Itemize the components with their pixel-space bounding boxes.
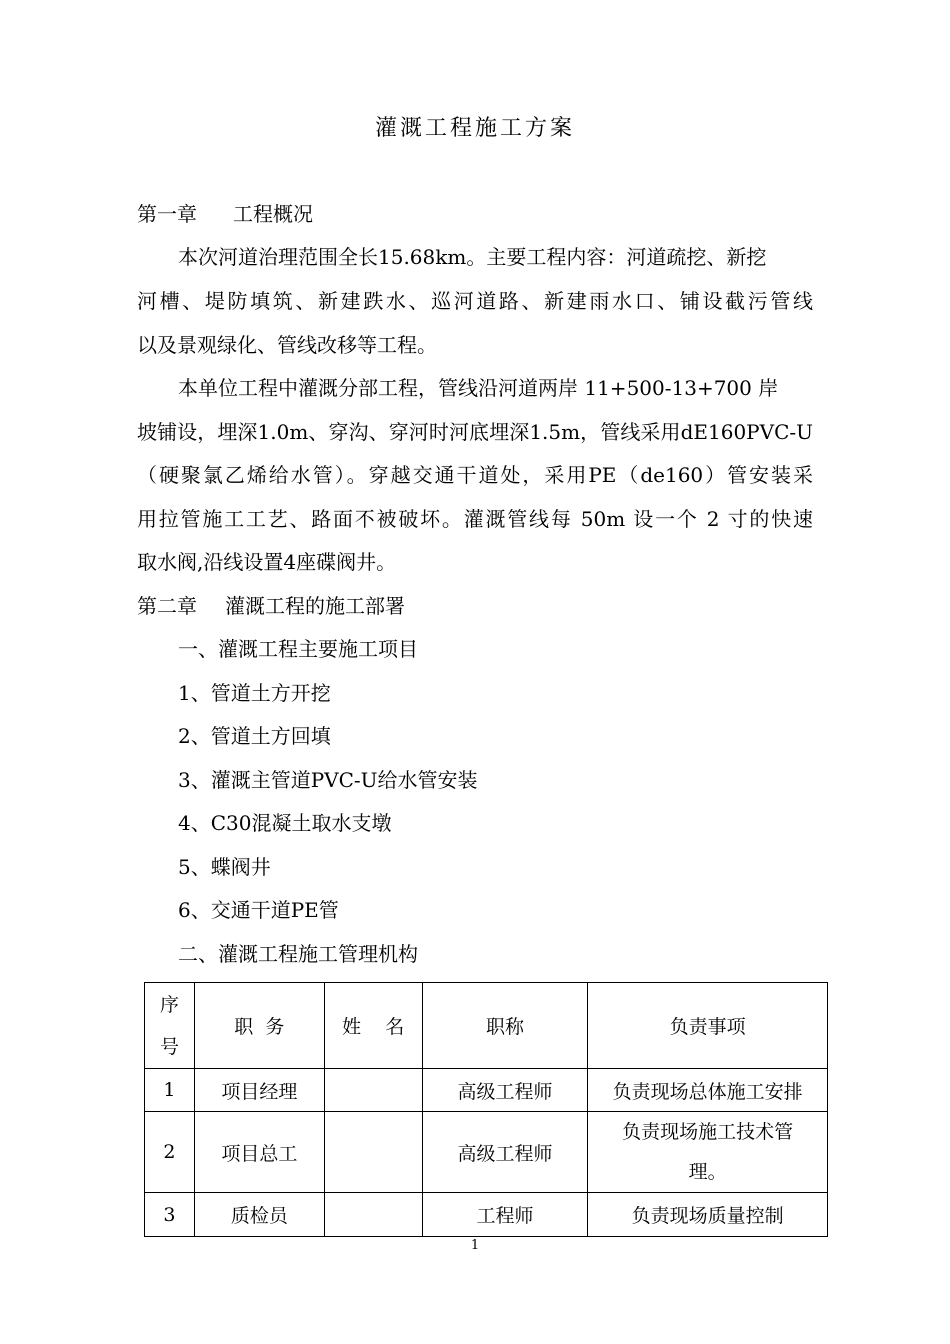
- chapter1-label: 第一章: [137, 202, 197, 226]
- chapter2-name: 灌溉工程的施工部署: [225, 594, 405, 618]
- cell-name: [324, 1193, 422, 1237]
- header-no: [145, 983, 195, 1069]
- cell-duty: 负责现场施工技术管理。: [588, 1112, 828, 1193]
- cell-duty: 负责现场质量控制: [588, 1193, 828, 1237]
- cell-title: 高级工程师: [422, 1069, 588, 1112]
- cell-title: 工程师: [422, 1193, 588, 1237]
- list-item: 5、蝶阀井: [178, 855, 271, 879]
- cell-role: 质检员: [194, 1193, 324, 1237]
- cell-no: 2: [145, 1112, 195, 1193]
- header-role: 职 务: [194, 983, 324, 1069]
- chapter2-heading: [137, 590, 405, 619]
- header-name: 姓 名: [324, 983, 422, 1069]
- table-row: [145, 1193, 828, 1237]
- para2-line5: 取水阀,沿线设置4座碟阀井。: [137, 550, 397, 574]
- list-item: 3、灌溉主管道PVC-U给水管安装: [178, 768, 478, 792]
- para1-line1: 本次河道治理范围全长15.68km。主要工程内容：河道疏挖、新挖: [178, 245, 767, 269]
- chapter1-name: 工程概况: [233, 202, 313, 226]
- cell-title: 高级工程师: [422, 1112, 588, 1193]
- cell-no: 1: [145, 1069, 195, 1112]
- list-item: 2、管道土方回填: [178, 724, 331, 748]
- table-row: [145, 1069, 828, 1112]
- header-no-line2: 号: [159, 1035, 179, 1058]
- list-item: 6、交通干道PE管: [178, 898, 339, 922]
- page-number: 1: [470, 1238, 480, 1253]
- para2-line2: 坡铺设，埋深1.0m、穿沟、穿河时河底埋深1.5m，管线采用dE160PVC-U: [137, 420, 813, 444]
- document-title: 灌溉工程施工方案: [374, 116, 575, 141]
- chapter2-label: 第二章: [137, 594, 197, 618]
- cell-name: [324, 1069, 422, 1112]
- header-duty: 负责事项: [588, 983, 828, 1069]
- cell-duty: 负责现场总体施工安排: [588, 1069, 828, 1112]
- staff-table: [144, 982, 828, 1237]
- section1-heading: 一、灌溉工程主要施工项目: [178, 637, 418, 661]
- header-title: 职称: [422, 983, 588, 1069]
- cell-role: 项目总工: [194, 1112, 324, 1193]
- para2-line1: 本单位工程中灌溉分部工程，管线沿河道两岸 11+500-13+700 岸: [178, 376, 779, 400]
- section2-heading: 二、灌溉工程施工管理机构: [178, 942, 418, 966]
- cell-name: [324, 1112, 422, 1193]
- list-item: 1、管道土方开挖: [178, 681, 331, 705]
- table-header-row: [145, 983, 828, 1069]
- cell-role: 项目经理: [194, 1069, 324, 1112]
- para2-line4: 用拉管施工工艺、路面不被破坏。灌溉管线每 50m 设一个 2 寸的快速: [137, 507, 813, 531]
- para1-line2: 河槽、堤防填筑、新建跌水、巡河道路、新建雨水口、铺设截污管线: [137, 289, 813, 313]
- chapter1-heading: [137, 198, 313, 227]
- header-no-line1: 序: [159, 993, 179, 1016]
- para2-line3: （硬聚氯乙烯给水管）。穿越交通干道处，采用PE（de160）管安装采: [137, 463, 813, 487]
- list-item: 4、C30混凝土取水支墩: [178, 811, 392, 835]
- cell-no: 3: [145, 1193, 195, 1237]
- table-row: [145, 1112, 828, 1193]
- para1-line3: 以及景观绿化、管线改移等工程。: [137, 333, 437, 357]
